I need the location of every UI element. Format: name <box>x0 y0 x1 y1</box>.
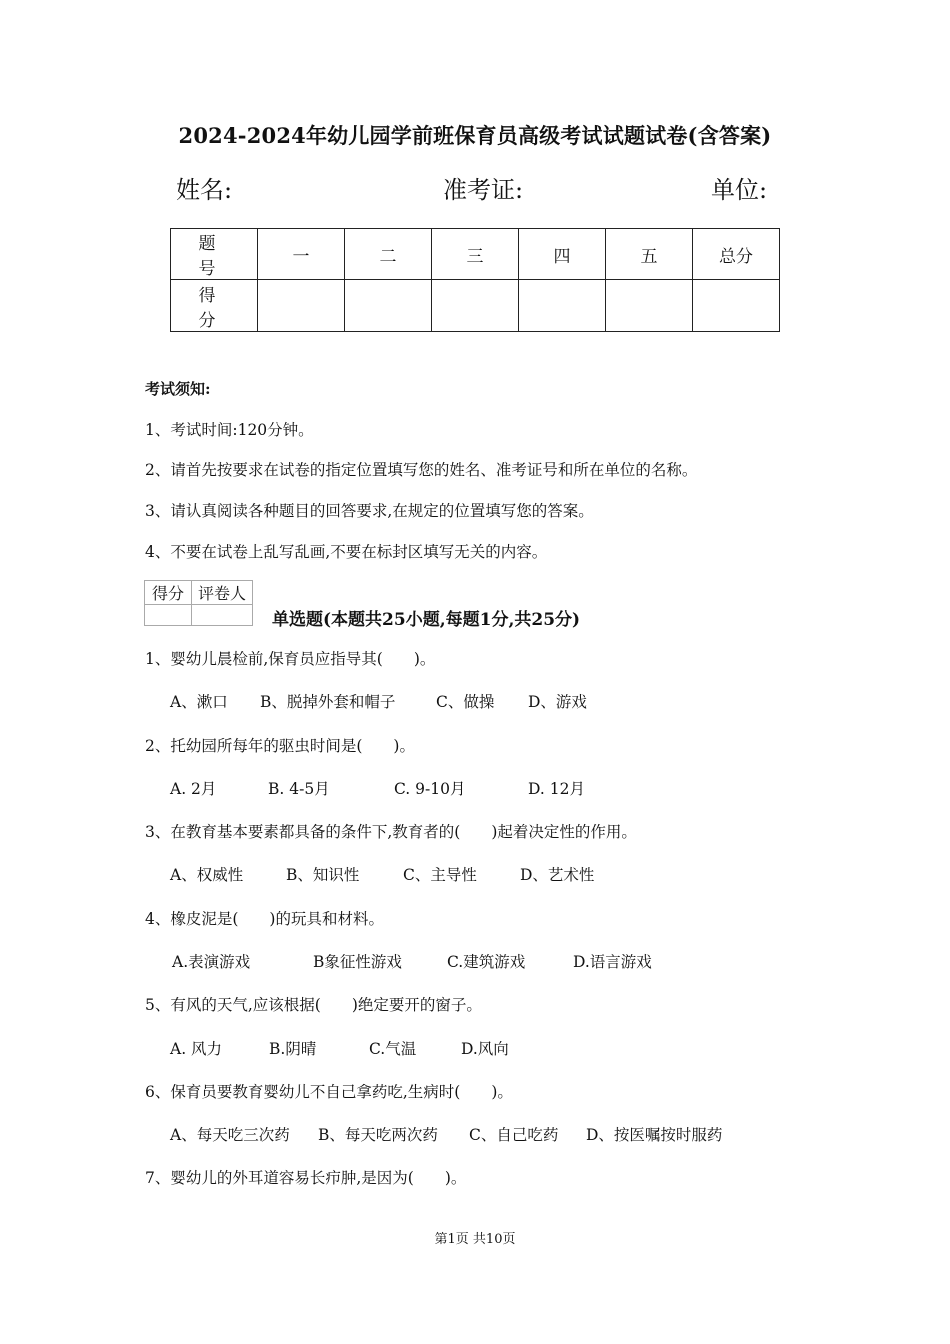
notice-item: 4、不要在试卷上乱写乱画,不要在标封区填写无关的内容。 <box>145 543 548 561</box>
question-text: 1、婴幼儿晨检前,保育员应指导其( )。 <box>145 650 436 668</box>
answer-option[interactable]: C.气温 <box>369 1040 417 1058</box>
answer-option[interactable]: A. 2月 <box>170 780 217 798</box>
question-text: 7、婴幼儿的外耳道容易长疖肿,是因为( )。 <box>145 1169 467 1187</box>
answer-option[interactable]: A、每天吃三次药 <box>170 1126 290 1144</box>
score-cell[interactable] <box>345 280 432 332</box>
answer-option[interactable]: A、漱口 <box>170 693 228 711</box>
score-cell[interactable] <box>432 280 519 332</box>
score-table-header-cell: 四 <box>519 229 606 280</box>
grader-score-label: 得分 <box>145 581 192 605</box>
score-cell[interactable] <box>693 280 780 332</box>
answer-option[interactable]: A.表演游戏 <box>172 953 251 971</box>
answer-option[interactable]: C、做操 <box>436 693 495 711</box>
score-row-label: 得 分 <box>171 280 258 332</box>
answer-option[interactable]: C.建筑游戏 <box>447 953 526 971</box>
answer-option[interactable]: B象征性游戏 <box>313 953 402 971</box>
answer-option[interactable]: B、知识性 <box>286 866 360 884</box>
name-field-label: 姓名: <box>176 176 233 204</box>
score-table-header-cell: 题 号 <box>171 229 258 280</box>
score-cell[interactable] <box>606 280 693 332</box>
question-text: 4、橡皮泥是( )的玩具和材料。 <box>145 910 384 928</box>
answer-option[interactable]: D、游戏 <box>528 693 587 711</box>
notice-heading: 考试须知: <box>145 380 211 398</box>
answer-option[interactable]: B.阴晴 <box>269 1040 317 1058</box>
grader-box <box>144 580 253 626</box>
score-table <box>170 228 780 332</box>
notice-item: 3、请认真阅读各种题目的回答要求,在规定的位置填写您的答案。 <box>145 502 594 520</box>
question-text: 2、托幼园所每年的驱虫时间是( )。 <box>145 737 415 755</box>
answer-option[interactable]: B、脱掉外套和帽子 <box>260 693 396 711</box>
page-title: 2024-2024年幼儿园学前班保育员高级考试试题试卷(含答案) <box>178 123 772 148</box>
answer-option[interactable]: A. 风力 <box>170 1040 223 1058</box>
score-table-header-cell: 三 <box>432 229 519 280</box>
answer-option[interactable]: D、按医嘱按时服药 <box>586 1126 723 1144</box>
score-cell[interactable] <box>258 280 345 332</box>
answer-option[interactable]: D.风向 <box>461 1040 509 1058</box>
unit-field-label: 单位: <box>711 176 768 204</box>
grader-score-cell[interactable] <box>145 605 192 626</box>
section-heading: 单选题(本题共25小题,每题1分,共25分) <box>272 610 581 630</box>
score-table-score-row <box>171 280 780 332</box>
score-cell[interactable] <box>519 280 606 332</box>
grader-reviewer-cell[interactable] <box>192 605 253 626</box>
notice-item: 2、请首先按要求在试卷的指定位置填写您的姓名、准考证号和所在单位的名称。 <box>145 461 698 479</box>
score-table-header-cell: 一 <box>258 229 345 280</box>
answer-option[interactable]: A、权威性 <box>170 866 244 884</box>
question-text: 6、保育员要教育婴幼儿不自己拿药吃,生病时( )。 <box>145 1083 513 1101</box>
answer-option[interactable]: C. 9-10月 <box>394 780 466 798</box>
score-table-header-row <box>171 229 780 280</box>
score-table-header-cell: 总分 <box>693 229 780 280</box>
answer-option[interactable]: B、每天吃两次药 <box>318 1126 438 1144</box>
question-text: 3、在教育基本要素都具备的条件下,教育者的( )起着决定性的作用。 <box>145 823 637 841</box>
answer-option[interactable]: B. 4-5月 <box>268 780 330 798</box>
answer-option[interactable]: D. 12月 <box>528 780 585 798</box>
answer-option[interactable]: C、主导性 <box>403 866 477 884</box>
answer-option[interactable]: D、艺术性 <box>520 866 595 884</box>
score-table-header-cell: 五 <box>606 229 693 280</box>
notice-item: 1、考试时间:120分钟。 <box>145 421 314 439</box>
question-text: 5、有风的天气,应该根据( )绝定要开的窗子。 <box>145 996 482 1014</box>
grader-reviewer-label: 评卷人 <box>192 581 253 605</box>
exam-id-field-label: 准考证: <box>443 176 524 204</box>
page-footer: 第1页 共10页 <box>434 1232 516 1247</box>
answer-option[interactable]: D.语言游戏 <box>573 953 652 971</box>
answer-option[interactable]: C、自己吃药 <box>469 1126 559 1144</box>
score-table-header-cell: 二 <box>345 229 432 280</box>
